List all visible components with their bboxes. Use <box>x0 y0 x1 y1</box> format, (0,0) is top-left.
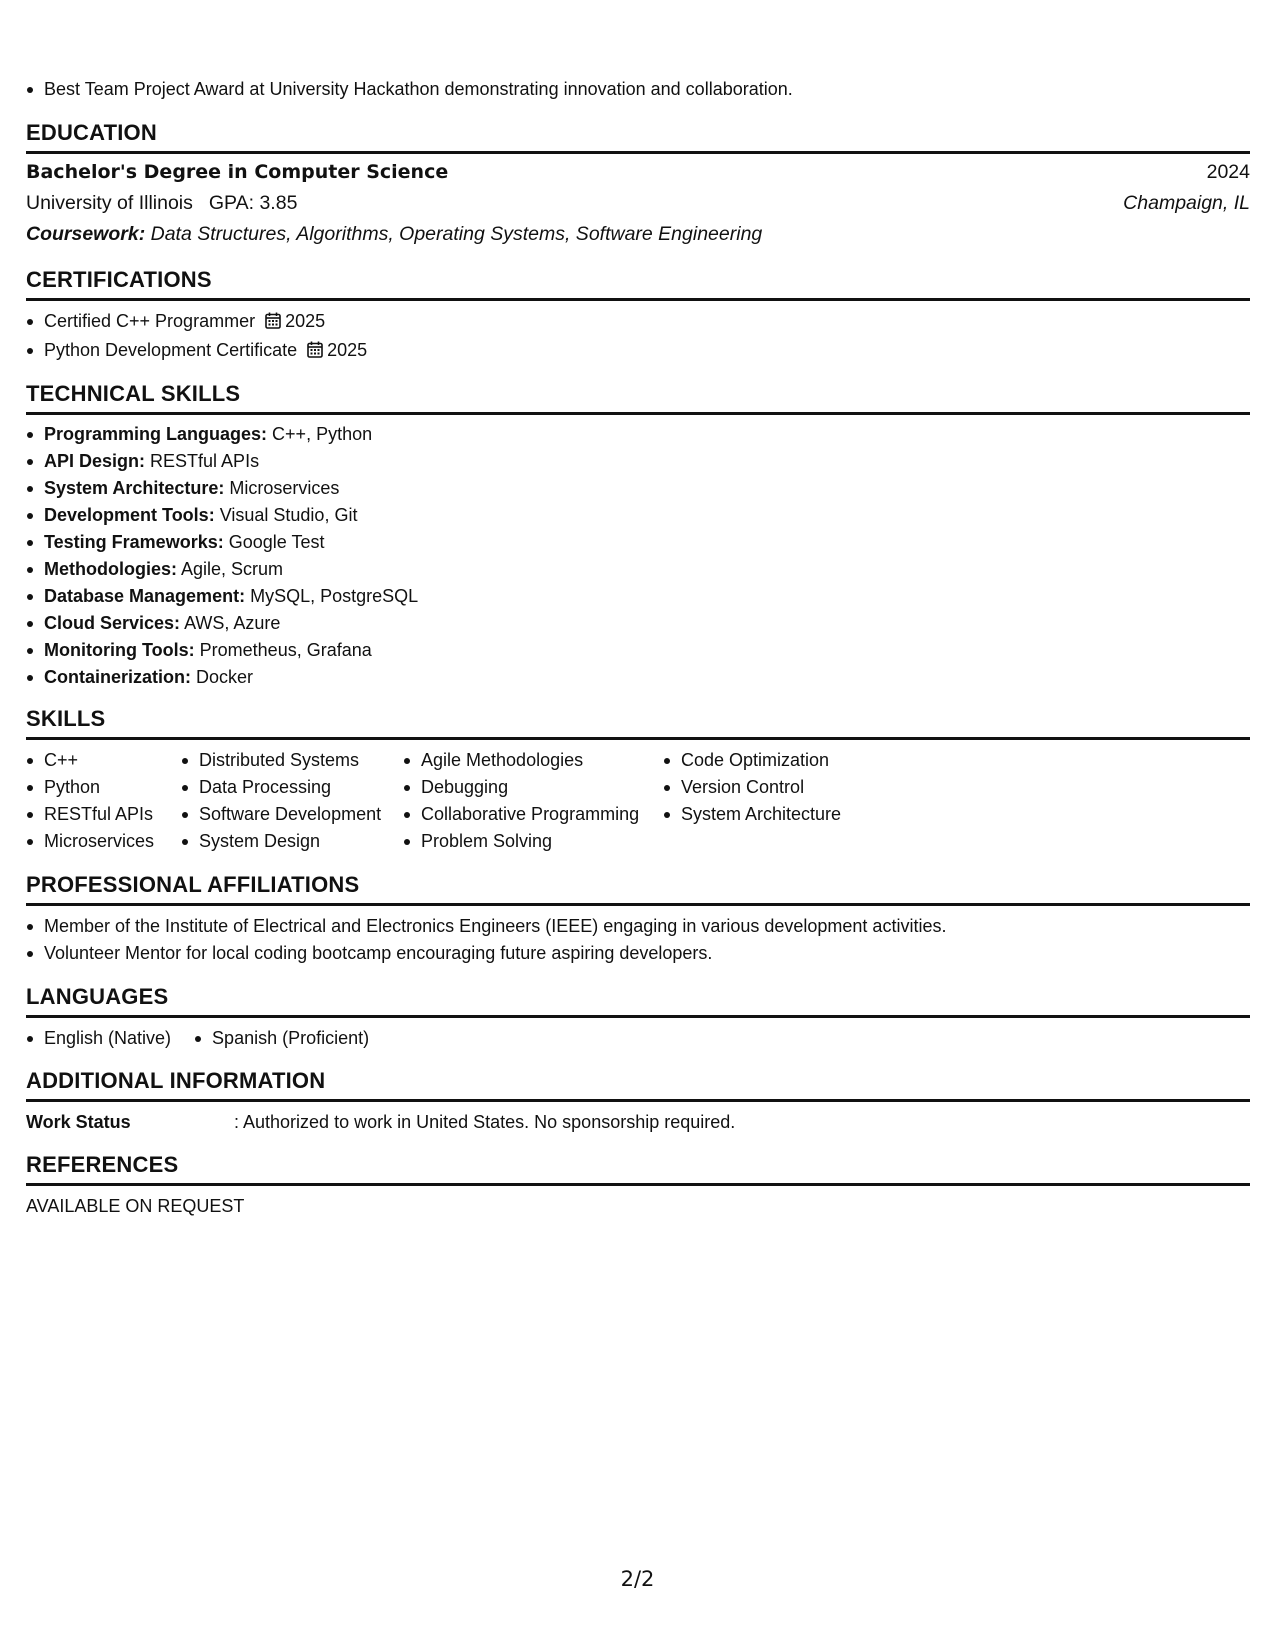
list-item <box>26 637 1250 664</box>
skill-category: Testing Frameworks: <box>44 532 224 552</box>
list-item: System Design <box>181 828 403 855</box>
skill-value: Docker <box>196 667 254 687</box>
list-item: Best Team Project Award at University Hackathon demonstrating innovation and collaboration. <box>26 76 1250 103</box>
certifications-list <box>26 308 1250 366</box>
list-item: Problem Solving <box>403 828 663 855</box>
list-item <box>26 529 1250 556</box>
gpa: GPA: 3.85 <box>208 192 298 214</box>
list-item: English (Native) <box>26 1025 171 1052</box>
skills-column <box>403 747 663 855</box>
technical-skills-list <box>26 421 1250 691</box>
list-item: Member of the Institute of Electrical and Electronics Engineers (IEEE) engaging in various development activities. <box>26 913 1250 940</box>
list-item: RESTful APIs <box>26 801 181 828</box>
skills-grid <box>26 747 1250 855</box>
certification-year: 2025 <box>327 340 368 360</box>
school-name: University of Illinois <box>26 192 193 214</box>
skill-category: Cloud Services: <box>44 613 181 633</box>
list-item <box>26 664 1250 691</box>
coursework <box>26 219 1250 250</box>
skill-value: Prometheus, Grafana <box>199 640 372 660</box>
section-title: ADDITIONAL INFORMATION <box>26 1068 1250 1102</box>
list-item: System Architecture <box>663 801 883 828</box>
skills-column <box>181 747 403 855</box>
certification-name: Certified C++ Programmer <box>44 311 256 331</box>
affiliations-list <box>26 913 1250 967</box>
work-status-row <box>26 1109 1250 1136</box>
list-item <box>26 583 1250 610</box>
list-item <box>26 308 1250 337</box>
skill-category: API Design: <box>44 451 146 471</box>
list-item: Code Optimization <box>663 747 883 774</box>
skill-category: Development Tools: <box>44 505 215 525</box>
graduation-year: 2024 <box>1206 161 1250 183</box>
skill-value: Microservices <box>229 478 340 498</box>
list-item <box>26 502 1250 529</box>
page-number: 2/2 <box>620 1567 655 1591</box>
list-item <box>26 610 1250 637</box>
skill-value: AWS, Azure <box>184 613 281 633</box>
skill-category: Monitoring Tools: <box>44 640 195 660</box>
skill-value: C++, Python <box>272 424 373 444</box>
list-item: Spanish (Proficient) <box>194 1025 369 1052</box>
section-title: REFERENCES <box>26 1152 1250 1186</box>
work-status-value: : Authorized to work in United States. No sponsorship required. <box>234 1112 736 1132</box>
list-item: C++ <box>26 747 181 774</box>
references-section <box>26 1152 1250 1220</box>
section-title: LANGUAGES <box>26 984 1250 1018</box>
section-title: TECHNICAL SKILLS <box>26 381 1250 415</box>
technical-skills-section <box>26 381 1250 691</box>
skills-column <box>26 747 181 855</box>
languages-section <box>26 984 1250 1052</box>
languages-list <box>26 1025 1250 1052</box>
list-item: Microservices <box>26 828 181 855</box>
skill-category: System Architecture: <box>44 478 225 498</box>
additional-info-section <box>26 1068 1250 1136</box>
coursework-label: Coursework: <box>26 223 146 245</box>
skill-value: Agile, Scrum <box>181 559 284 579</box>
list-item <box>26 475 1250 502</box>
list-item <box>26 448 1250 475</box>
skill-value: Visual Studio, Git <box>219 505 358 525</box>
school-location: Champaign, IL <box>1123 192 1250 214</box>
references-text: AVAILABLE ON REQUEST <box>26 1196 245 1216</box>
skill-value: RESTful APIs <box>150 451 260 471</box>
list-item <box>26 337 1250 366</box>
degree-title: Bachelor's Degree in Computer Science <box>26 161 449 183</box>
skill-value: Google Test <box>228 532 325 552</box>
list-item: Software Development <box>181 801 403 828</box>
section-title: EDUCATION <box>26 120 1250 154</box>
calendar-icon <box>307 339 323 366</box>
education-section <box>26 120 1250 250</box>
list-item: Version Control <box>663 774 883 801</box>
work-status-label: Work Status <box>26 1112 131 1132</box>
list-item <box>26 556 1250 583</box>
skill-category: Database Management: <box>44 586 246 606</box>
section-title: PROFESSIONAL AFFILIATIONS <box>26 872 1250 906</box>
list-item: Agile Methodologies <box>403 747 663 774</box>
list-item <box>26 421 1250 448</box>
skill-category: Programming Languages: <box>44 424 268 444</box>
skills-section <box>26 706 1250 855</box>
list-item: Distributed Systems <box>181 747 403 774</box>
coursework-value: Data Structures, Algorithms, Operating Systems, Software Engineering <box>150 223 763 245</box>
calendar-icon <box>265 310 281 337</box>
section-title: CERTIFICATIONS <box>26 267 1250 301</box>
list-item: Data Processing <box>181 774 403 801</box>
skill-value: MySQL, PostgreSQL <box>250 586 419 606</box>
certification-name: Python Development Certificate <box>44 340 298 360</box>
certifications-section <box>26 267 1250 366</box>
affiliations-section <box>26 872 1250 967</box>
skills-column <box>663 747 883 855</box>
resume-page <box>26 76 1250 1220</box>
list-item: Python <box>26 774 181 801</box>
list-item: Debugging <box>403 774 663 801</box>
awards-list <box>26 76 1250 103</box>
skill-category: Containerization: <box>44 667 191 687</box>
list-item: Volunteer Mentor for local coding bootcamp encouraging future aspiring developers. <box>26 940 1250 967</box>
certification-year: 2025 <box>285 311 326 331</box>
section-title: SKILLS <box>26 706 1250 740</box>
list-item: Collaborative Programming <box>403 801 663 828</box>
skill-category: Methodologies: <box>44 559 177 579</box>
